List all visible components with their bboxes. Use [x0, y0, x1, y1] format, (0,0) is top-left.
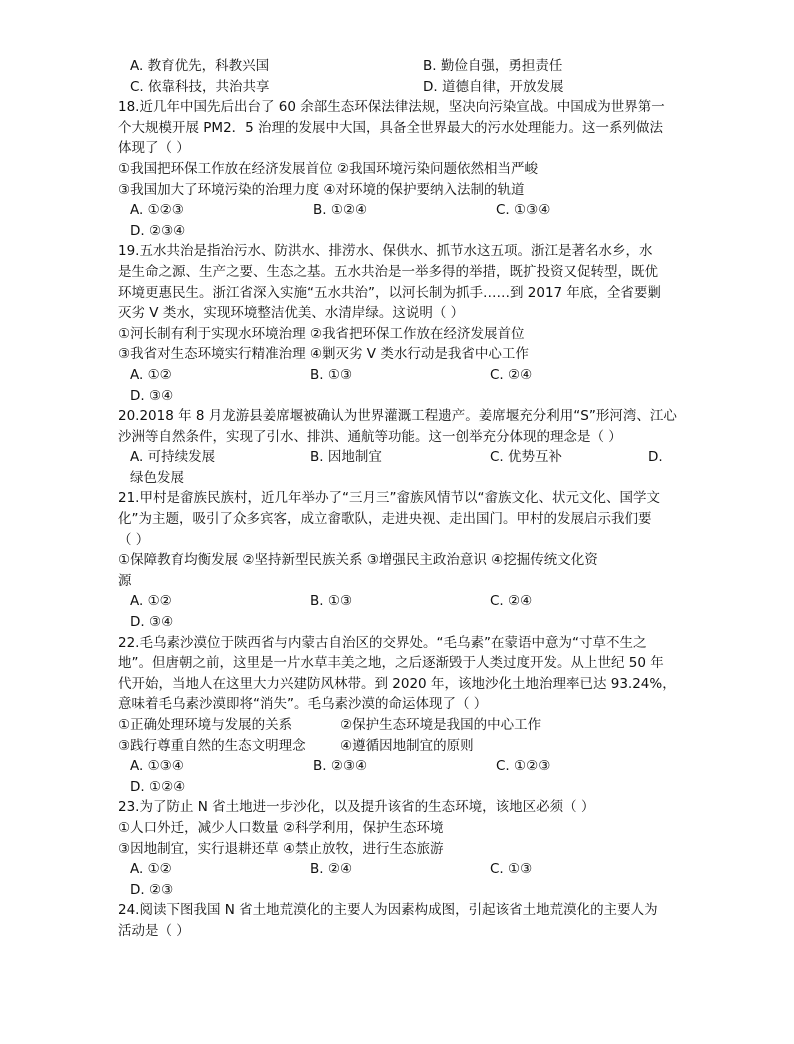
- q21-option-b: B. ①③: [310, 593, 353, 610]
- q21-options-row: [118, 591, 678, 612]
- q19-stem-line-1: 19.五水共治是指治污水、防洪水、排涝水、保供水、抓节水这五项。浙江是著名水乡，水: [118, 243, 653, 260]
- q20-option-b: B. 因地制宜: [310, 449, 382, 466]
- q22-options-row: [118, 756, 678, 777]
- q21-option-c: C. ②④: [490, 593, 533, 610]
- q22-statement-4: ④遵循因地制宜的原则: [340, 737, 474, 754]
- q19-options-row: [118, 365, 678, 386]
- q23-option-b: B. ②④: [310, 861, 353, 878]
- q19-statements-1: ①河长制有利于实现水环境治理 ②我省把环保工作放在经济发展首位: [118, 325, 525, 342]
- q22-option-d: D. ①②④: [130, 778, 186, 795]
- q23-option-d: D. ②③: [130, 881, 174, 898]
- q22-statement-2: ②保护生态环境是我国的中心工作: [340, 717, 542, 733]
- q21-statements-1: ①保障教育均衡发展 ②坚持新型民族关系 ③增强民主政治意识 ④挖掘传统文化资: [118, 552, 598, 569]
- q20-stem-line-1: 20.2018 年 8 月龙游县姜席堰被确认为世界灌溉工程遗产。姜席堰充分利用“S”形河湾、江心: [118, 408, 677, 425]
- q20-option-a: A. 可持续发展: [130, 449, 216, 466]
- q19-option-b: B. ①③: [310, 366, 353, 383]
- q18-option-a: A. ①②③: [130, 202, 184, 219]
- q17-option-b: B. 勤俭自强，勇担责任: [423, 58, 563, 74]
- q18-options-row: [118, 200, 678, 221]
- q23-options-row: [118, 859, 678, 880]
- q22-option-c: C. ①②③: [496, 758, 551, 775]
- q21-stem-line-1: 21.甲村是畲族民族村，近几年举办了“三月三”畲族风情节以“畲族文化、状元文化、国学文: [118, 490, 660, 507]
- q19-statements-2: ③我省对生态环境实行精准治理 ④剿灭劣 V 类水行动是我省中心工作: [118, 346, 529, 363]
- q22-statements-row-1: [118, 715, 678, 736]
- q21-option-a: A. ①②: [130, 593, 172, 610]
- q18-option-c: C. ①③④: [496, 202, 551, 219]
- q18-statements-2: ③我国加大了环境污染的治理力度 ④对环境的保护要纳入法制的轨道: [118, 181, 525, 198]
- q22-stem-line-3: 代开始，当地人在这里大力兴建防风林带。到 2020 年，该地沙化土地治理率已达 93.24%，: [118, 675, 676, 692]
- q22-stem-line-2: 地”。但唐朝之前，这里是一片水草丰美之地，之后逐渐毁于人类过度开发。从上世纪 50 年: [118, 655, 664, 672]
- q20-stem-line-2: 沙洲等自然条件，实现了引水、排洪、通航等功能。这一创举充分体现的理念是（ ）: [118, 428, 622, 445]
- q18-stem-line-2: 个大规模开展 PM2．5 治理的发展中大国，具备全世界最大的污水处理能力。这一系列做法: [118, 119, 664, 136]
- q21-stem-line-3: （ ）: [118, 531, 150, 548]
- exam-page: [118, 56, 678, 942]
- q17-option-a: A. 教育优先，科教兴国: [130, 58, 270, 74]
- q17-option-d: D. 道德自律，开放发展: [423, 78, 564, 95]
- q22-statements-row-2: [118, 736, 678, 757]
- q20-option-d-text: 绿色发展: [130, 469, 184, 486]
- q23-statements-1: ①人口外迁，减少人口数量 ②科学利用，保护生态环境: [118, 819, 444, 836]
- q19-option-d: D. ③④: [130, 387, 174, 404]
- q22-stem-line-4: 意味着毛乌素沙漠即将“消失”。毛乌素沙漠的命运体现了（ ）: [118, 696, 488, 713]
- q23-option-a: A. ①②: [130, 861, 172, 878]
- q21-stem-line-2: 化”为主题，吸引了众多宾客，成立畲歌队，走进央视、走出国门。甲村的发展启示我们要: [118, 511, 652, 528]
- q20-options-row: [118, 447, 678, 468]
- q18-stem-line-1: 18.近几年中国先后出台了 60 余部生态环保法律法规，坚决向污染宣战。中国成为世界第一: [118, 99, 665, 116]
- q17-option-c: C. 依靠科技，共治共享: [130, 78, 270, 95]
- q17-options-row-2: [118, 77, 678, 98]
- q22-option-b: B. ②③④: [313, 758, 368, 775]
- q22-stem-line-1: 22.毛乌素沙漠位于陕西省与内蒙古自治区的交界处。“毛乌素”在蒙语中意为“寸草不生之: [118, 634, 647, 651]
- q22-statement-1: ①正确处理环境与发展的关系: [118, 717, 293, 733]
- q24-stem-line-1: 24.阅读下图我国 N 省土地荒漠化的主要人为因素构成图，引起该省土地荒漠化的主要人为: [118, 902, 658, 919]
- q21-statements-1-wrap: 源: [118, 572, 132, 589]
- q22-statement-3: ③践行尊重自然的生态文明理念: [118, 737, 306, 754]
- q21-option-d: D. ③④: [130, 614, 174, 631]
- q18-stem-line-3: 体现了（ ）: [118, 140, 190, 157]
- q18-option-d: D. ②③④: [130, 222, 186, 239]
- q19-stem-line-2: 是生命之源、生产之要、生态之基。五水共治是一举多得的举措，既扩投资又促转型，既优: [118, 263, 658, 280]
- q19-option-a: A. ①②: [130, 366, 172, 383]
- q18-option-b: B. ①②④: [313, 202, 368, 219]
- q22-option-a: A. ①③④: [130, 758, 184, 775]
- q24-stem-line-2: 活动是（ ）: [118, 922, 190, 939]
- q18-statements-1: ①我国把环保工作放在经济发展首位 ②我国环境污染问题依然相当严峻: [118, 160, 538, 177]
- q20-option-d-label: D.: [648, 449, 663, 466]
- q23-option-c: C. ①③: [490, 861, 533, 878]
- q19-option-c: C. ②④: [490, 366, 533, 383]
- q23-statements-2: ③因地制宜，实行退耕还草 ④禁止放牧，进行生态旅游: [118, 840, 444, 857]
- q19-stem-line-4: 灭劣 V 类水，实现环境整洁优美、水清岸绿。这说明（ ）: [118, 305, 465, 322]
- q20-option-c: C. 优势互补: [490, 449, 563, 466]
- q19-stem-line-3: 环境更惠民生。浙江省深入实施“五水共治”，以河长制为抓手……到 2017 年底，全省要剿: [118, 284, 661, 301]
- q17-options-row-1: [118, 56, 678, 77]
- q23-stem-line-1: 23.为了防止 N 省土地进一步沙化，以及提升该省的生态环境，该地区必须（ ）: [118, 799, 595, 816]
